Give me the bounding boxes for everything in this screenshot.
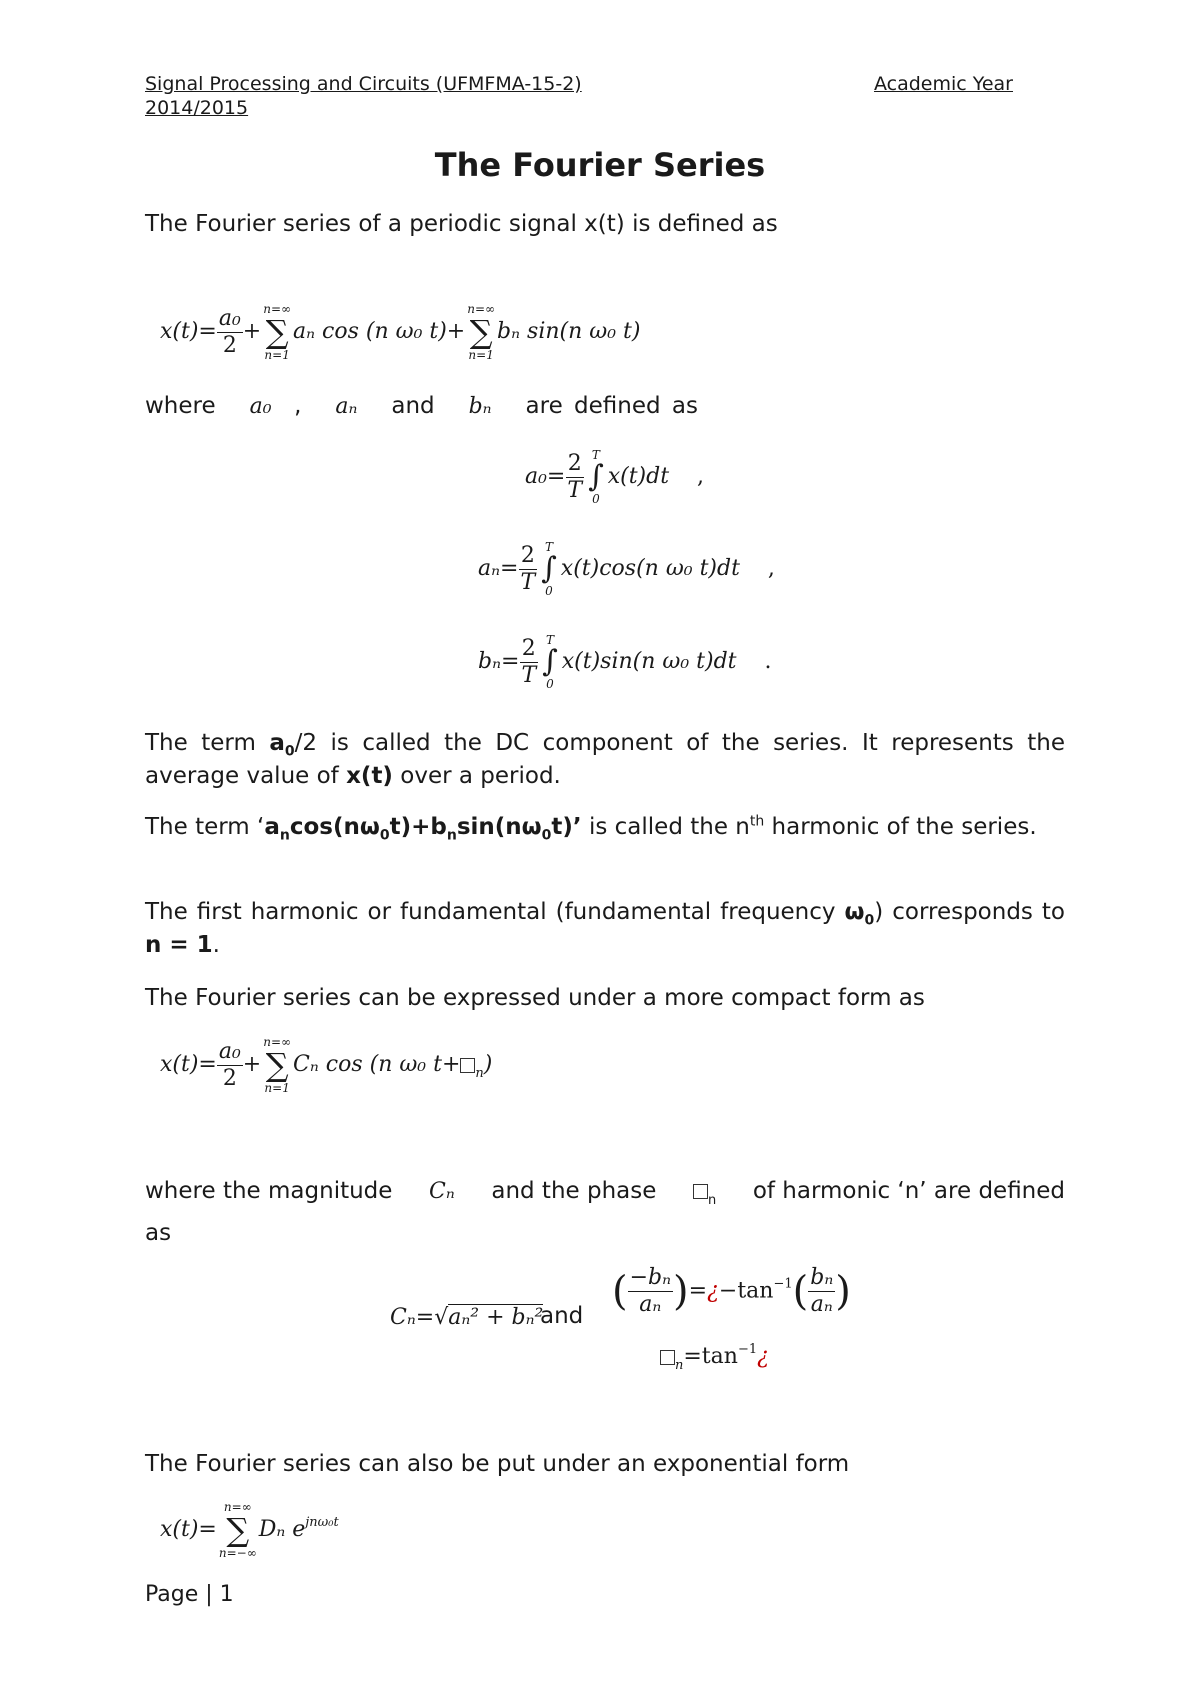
exponential-form-equation: x(t)= n=∞ ∑ n=−∞ Dₙ $e^{jn\omega_0t}$ bbox=[160, 1500, 339, 1560]
page-title: The Fourier Series bbox=[434, 146, 766, 184]
dc-component-paragraph: The term $a_0/2$ is called the DC component of the series. It represents the average value of x(t) over a period. bbox=[145, 730, 1065, 789]
fourier-series-equation: x(t)= $\frac{\text{a₀}}{2}$ + n=∞ ∑ n=1 aₙ cos (n ω₀ t)+ n=∞ ∑ n=1 bₙ sin(n ω₀ t) bbox=[160, 302, 641, 362]
missing-glyph-box bbox=[693, 1184, 708, 1199]
phase-result-equation: $_n=\tan^{-1}¿$ bbox=[660, 1342, 769, 1373]
compact-form-equation: x(t)= $\frac{\text{a₀}}{2}$ + n=∞ ∑ n=1 Cₙ cos (n ω₀ t+ $_n$) bbox=[160, 1035, 493, 1095]
bn-equation: bₙ= $\frac{2}{T}$ T ∫ 0 x(t)sin(n ω₀ t)dt . bbox=[478, 633, 772, 691]
course-title: Signal Processing and Circuits (UFMFMA-15-2) bbox=[145, 73, 582, 95]
an-equation: aₙ= $\frac{2}{T}$ T ∫ 0 x(t)cos(n ω₀ t)dt , bbox=[478, 540, 775, 598]
fundamental-paragraph: The first harmonic or fundamental (fundamental frequency $\omega_0$) corresponds to n = 1. bbox=[145, 899, 1065, 958]
magnitude-phase-paragraph: where the magnitude Cₙ and the phase $_n$ of harmonic ‘n’ are defined as bbox=[145, 1178, 1066, 1246]
page-header bbox=[145, 72, 1013, 120]
coefficients-intro: where a₀ , aₙ and bₙ are defined as bbox=[145, 393, 698, 419]
missing-glyph-box bbox=[660, 1350, 675, 1365]
academic-year: 2014/2015 bbox=[145, 97, 249, 119]
exponential-form-intro: The Fourier series can also be put under an exponential form bbox=[145, 1451, 850, 1477]
missing-glyph-box bbox=[460, 1058, 475, 1073]
compact-form-intro: The Fourier series can be expressed under a more compact form as bbox=[145, 985, 925, 1011]
magnitude-equation: Cₙ=√aₙ² + bₙ² bbox=[390, 1305, 544, 1330]
and-connector: and bbox=[540, 1303, 584, 1329]
intro-text: The Fourier series of a periodic signal x(t) is defined as bbox=[145, 211, 778, 237]
harmonic-paragraph: The term ‘$a_n\cos(n\omega_0t)+b_n\sin(n\omega_0t)$’ is called the $n^{th}$ harmonic of the series. bbox=[145, 813, 1037, 844]
academic-year-label: Academic Year bbox=[873, 73, 1013, 95]
page-number: Page | 1 bbox=[145, 1582, 234, 1607]
a0-equation: a₀= $\frac{2}{T}$ T ∫ 0 x(t)dt , bbox=[525, 448, 705, 506]
phase-equation: ( $\frac{\text{−bₙ}}{\text{aₙ}}$ )$=¿-\tan^{-1}$( $\frac{\text{bₙ}}{\text{aₙ}}$ ) bbox=[612, 1265, 851, 1317]
